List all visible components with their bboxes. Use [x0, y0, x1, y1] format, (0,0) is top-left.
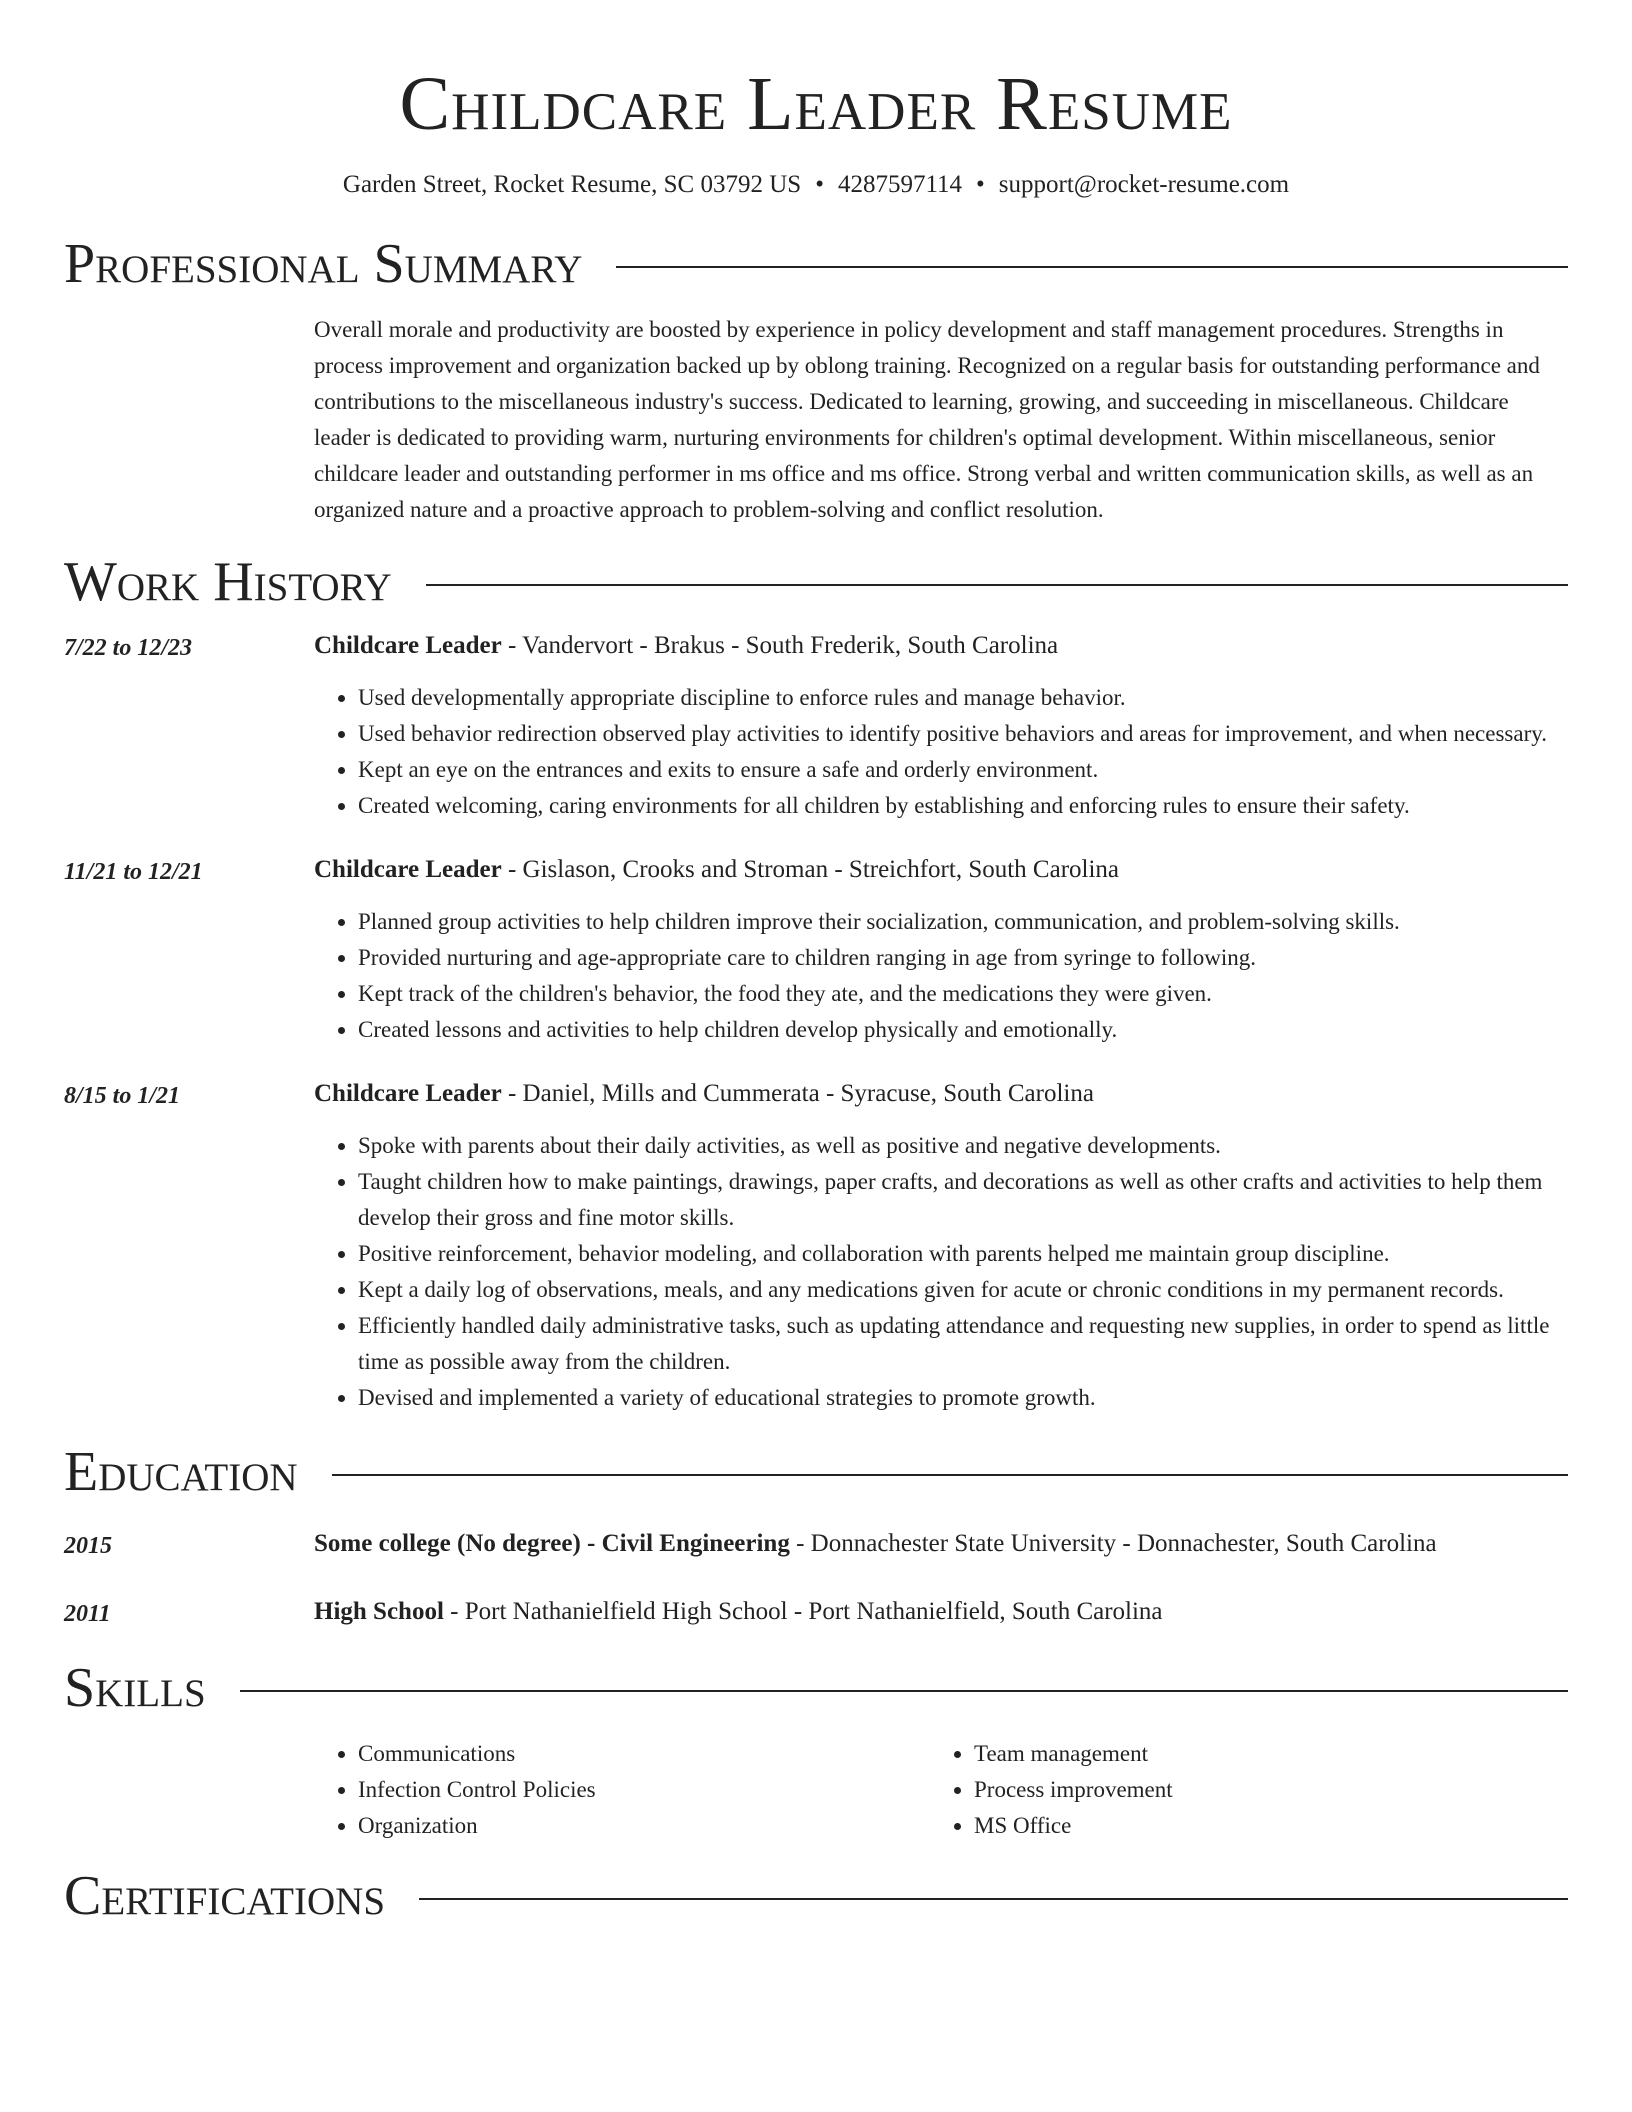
skill-item: • MS Office	[974, 1808, 1546, 1844]
job-bullet: • Efficiently handled daily administrative tasks, such as updating attendance and requesting new supplies, in order to spend as little time as possible away from the children.	[358, 1308, 1568, 1380]
section-divider	[426, 584, 1568, 586]
contact-separator: •	[976, 171, 985, 198]
job-title: Childcare Leader	[314, 632, 502, 659]
summary-heading: Professional Summary	[64, 233, 583, 295]
education-section-header	[64, 1440, 1568, 1504]
education-entry	[64, 1592, 1568, 1632]
job-dates: 8/15 to 1/21	[64, 1083, 181, 1109]
job-bullet: • Positive reinforcement, behavior modeling, and collaboration with parents helped me maintain group discipline.	[358, 1236, 1568, 1272]
certifications-section-header	[64, 1864, 1568, 1928]
skills-column-right	[930, 1736, 1546, 1844]
section-divider	[332, 1474, 1568, 1476]
skills-heading: Skills	[64, 1657, 206, 1719]
job-details: - Gislason, Crooks and Stroman - Streichfort, South Carolina	[501, 856, 1120, 883]
education-details: - Port Nathanielfield High School - Port Nathanielfield, South Carolina	[443, 1598, 1163, 1625]
education-heading: Education	[64, 1441, 298, 1503]
education-list	[64, 1524, 1568, 1632]
work-heading: Work History	[64, 551, 392, 613]
skills-section-header	[64, 1656, 1568, 1720]
contact-phone: 4287597114	[837, 171, 963, 198]
job-bullet: • Used behavior redirection observed play activities to identify positive behaviors and areas for improvement, and when necessary.	[358, 716, 1568, 752]
job-dates: 7/22 to 12/23	[64, 635, 193, 661]
job-bullet: • Devised and implemented a variety of educational strategies to promote growth.	[358, 1380, 1568, 1416]
job-bullets	[314, 1128, 1568, 1416]
job-bullets	[314, 680, 1568, 824]
job-bullets	[314, 904, 1568, 1048]
job-dates: 11/21 to 12/21	[64, 859, 203, 885]
education-year: 2011	[64, 1601, 111, 1627]
section-divider	[240, 1690, 1568, 1692]
contact-address: Garden Street, Rocket Resume, SC 03792 US	[342, 171, 802, 198]
work-section-header	[64, 550, 1568, 614]
section-divider	[419, 1898, 1568, 1900]
contact-line	[64, 168, 1568, 202]
job-bullet: • Kept a daily log of observations, meals, and any medications given for acute or chronic conditions in my permanent records.	[358, 1272, 1568, 1308]
job-bullet: • Taught children how to make paintings, drawings, paper crafts, and decorations as well as other crafts and activities to help them develop their gross and fine motor skills.	[358, 1164, 1568, 1236]
job-bullet: • Kept an eye on the entrances and exits to ensure a safe and orderly environment.	[358, 752, 1568, 788]
contact-separator: •	[815, 171, 824, 198]
job-bullet: • Created lessons and activities to help children develop physically and emotionally.	[358, 1012, 1568, 1048]
education-details: - Donnachester State University - Donnachester, South Carolina	[789, 1530, 1437, 1557]
section-divider	[616, 266, 1568, 268]
job-bullet: • Used developmentally appropriate discipline to enforce rules and manage behavior.	[358, 680, 1568, 716]
job-entry	[64, 850, 1568, 1048]
job-details: - Vandervort - Brakus - South Frederik, South Carolina	[501, 632, 1059, 659]
job-bullet: • Planned group activities to help children improve their socialization, communication, and problem-solving skills.	[358, 904, 1568, 940]
resume-title: Childcare Leader Resume	[399, 62, 1233, 146]
summary-text: Overall morale and productivity are boosted by experience in policy development and staff management procedures. Strengths in process improvement and organization backed up by oblong training. Recognized on a regular basis for outstanding performance and contributions to the miscellaneous industry's success. Dedicated to learning, growing, and succeeding in miscellaneous. Childcare leader is dedicated to providing warm, nurturing environments for children's optimal development. Within miscellaneous, senior childcare leader and outstanding performer in ms office and ms office. Strong verbal and written communication skills, as well as an organized nature and a proactive approach to problem-solving and conflict resolution.	[314, 317, 1540, 522]
skill-item: • Team management	[974, 1736, 1546, 1772]
job-title-line	[314, 850, 1568, 890]
skill-item: • Process improvement	[974, 1772, 1546, 1808]
contact-email: support@rocket-resume.com	[998, 171, 1290, 198]
job-bullet: • Provided nurturing and age-appropriate care to children ranging in age from syringe to following.	[358, 940, 1568, 976]
skill-item: • Organization	[358, 1808, 930, 1844]
education-degree: High School	[314, 1598, 444, 1625]
skills-column-left	[314, 1736, 930, 1844]
education-line	[314, 1592, 1568, 1632]
skill-item: • Communications	[358, 1736, 930, 1772]
job-title-line	[314, 1074, 1568, 1114]
education-line	[314, 1524, 1568, 1564]
job-entry	[64, 626, 1568, 824]
job-bullet: • Spoke with parents about their daily activities, as well as positive and negative developments.	[358, 1128, 1568, 1164]
job-bullet: • Created welcoming, caring environments for all children by establishing and enforcing rules to ensure their safety.	[358, 788, 1568, 824]
certifications-heading: Certifications	[64, 1865, 386, 1927]
education-degree: Some college (No degree) - Civil Engineering	[314, 1530, 790, 1557]
job-title: Childcare Leader	[314, 1080, 502, 1107]
job-bullet: • Kept track of the children's behavior, the food they ate, and the medications they were given.	[358, 976, 1568, 1012]
skill-item: • Infection Control Policies	[358, 1772, 930, 1808]
summary-section-header	[64, 232, 1568, 296]
education-year: 2015	[64, 1533, 112, 1559]
job-title-line	[314, 626, 1568, 666]
job-details: - Daniel, Mills and Cummerata - Syracuse, South Carolina	[501, 1080, 1094, 1107]
job-title: Childcare Leader	[314, 856, 502, 883]
skills-list	[314, 1736, 1568, 1844]
job-entry	[64, 1074, 1568, 1416]
education-entry	[64, 1524, 1568, 1564]
